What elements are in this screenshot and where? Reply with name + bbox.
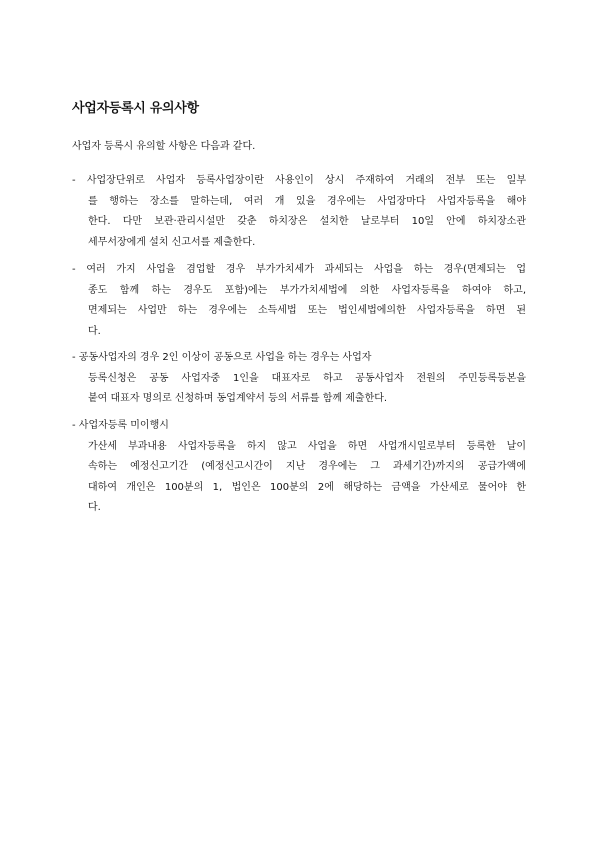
paragraph-line: - 공동사업자의 경우 2인 이상이 공동으로 사업을 하는 경우는 사업자 — [72, 352, 372, 363]
paragraph-line: 가산세 부과내용 사업자등록을 하지 않고 사업을 하면 사업개시일로부터 등록한 날이 — [88, 440, 526, 452]
section-joint-business — [72, 348, 526, 410]
document-title: 사업자등록시 유의사항 — [72, 101, 199, 116]
paragraph-line: 다. — [88, 325, 101, 337]
paragraph-line: 를 행하는 장소를 말하는데, 여러 개 있을 경우에는 사업장마다 사업자등록을 해야 — [88, 195, 526, 207]
paragraph-line: - 사업자등록 미이행시 — [72, 420, 169, 431]
section-business-location — [72, 171, 526, 253]
paragraph-line: 등록신청은 공동 사업자중 1인을 대표자로 하고 공동사업자 전원의 주민등록등본을 — [88, 372, 526, 384]
paragraph-line: 대하여 개인은 100분의 1, 법인은 100분의 2에 해당하는 금액을 가산세로 물어야 한 — [88, 481, 526, 493]
paragraph-line: - 여러 가지 사업을 겸업할 경우 부가가치세가 과세되는 사업을 하는 경우(면제되는 업 — [72, 264, 526, 275]
paragraph-line: 속하는 예정신고기간 (예정신고시간이 지난 경우에는 그 과세기간)까지의 공급가액에 — [88, 461, 526, 472]
section-multiple-businesses — [72, 260, 526, 342]
paragraph-line: 세무서장에게 설치 신고서를 제출한다. — [88, 236, 256, 248]
section-unregistered-penalty — [72, 416, 526, 519]
paragraph-line: 붙여 대표자 명의로 신청하며 동업계약서 등의 서류를 함께 제출한다. — [88, 393, 388, 404]
intro-paragraph: 사업자 등록시 유의할 사항은 다음과 같다. — [72, 141, 256, 152]
paragraph-line: 면제되는 사업만 하는 경우에는 소득세법 또는 법인세법에의한 사업자등록을 하면 된 — [88, 305, 526, 316]
paragraph-line: 다. — [88, 502, 101, 513]
paragraph-line: - 사업장단위로 사업자 등록사업장이란 사용인이 상시 주재하여 거래의 전부 또는 일부 — [72, 175, 526, 186]
paragraph-line: 한다. 다만 보관·관리시설만 갖춘 하치장은 설치한 날로부터 10일 안에 하치장소관 — [88, 216, 526, 227]
paragraph-line: 종도 함께 하는 경우도 포함)에는 부가가치세법에 의한 사업자등록을 하여야 하고, — [88, 284, 526, 296]
